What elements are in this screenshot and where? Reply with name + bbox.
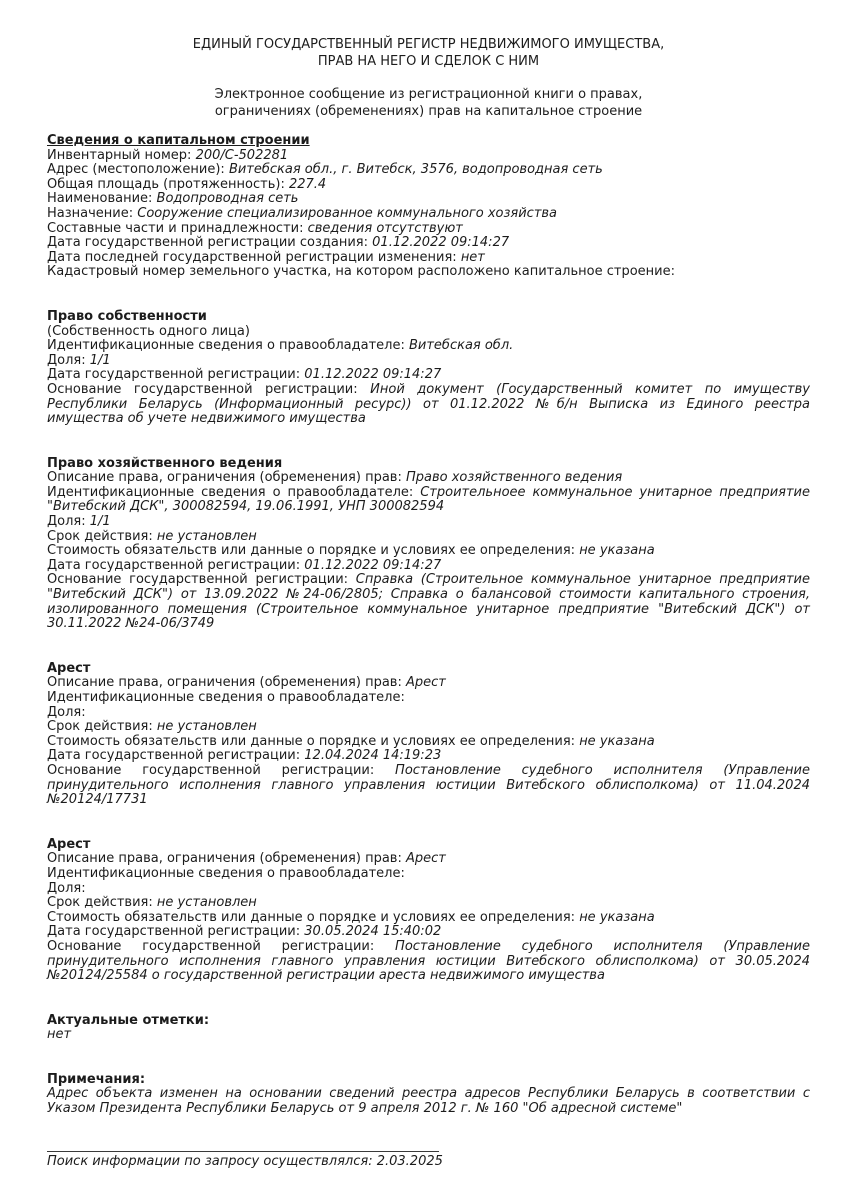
row-marks-value <box>47 1028 810 1043</box>
row-address <box>47 163 810 178</box>
field-label: Основание государственной регистрации: <box>47 572 349 588</box>
field-label: Стоимость обязательств или данные о порядке и условиях ее определения: <box>47 909 576 925</box>
field-label: Основание государственной регистрации: <box>47 762 375 778</box>
section-arrest-1 <box>47 662 810 808</box>
row-rightholder <box>47 867 810 882</box>
document-title-line2: ПРАВ НА НЕГО И СДЕЛОК С НИМ <box>317 54 540 69</box>
section-ownership-heading: Право собственности <box>47 308 207 324</box>
row-reg-basis <box>47 764 810 808</box>
row-reg-basis <box>47 940 810 984</box>
field-value: 1/1 <box>89 514 111 530</box>
field-label: Назначение: <box>47 205 134 221</box>
row-rightholder <box>47 486 810 515</box>
section-notes-heading: Примечания: <box>47 1071 146 1087</box>
section-ownership-right <box>47 310 810 427</box>
section-building-info <box>47 134 810 280</box>
document-subtitle-line2: ограничениях (обременениях) прав на капитальное строение <box>214 104 643 119</box>
field-value: Справка (Строительное коммунальное унитарное предприятие "Витебский ДСК") от 13.09.2022 №24-06/2805; Справка о балансовой стоимости капитального строения, изолированного помещения (Строительное коммунальное унитарное предприятие "Витебский ДСК") от 30.11.2022 №24-06/3749 <box>47 572 810 632</box>
field-label: Дата государственной регистрации: <box>47 748 301 764</box>
row-creation-reg-date <box>47 236 810 251</box>
field-value: сведения отсутствуют <box>307 220 463 236</box>
row-obligation-value <box>47 544 810 559</box>
field-value: не установлен <box>156 719 257 735</box>
field-value: Иной документ (Государственный комитет по имуществу Республики Беларусь (Информационный ресурс)) от 01.12.2022 №б/н Выписка из Единого реестра имущества об учете недвижимого имущества <box>47 381 810 427</box>
section-economic-management-right <box>47 457 810 632</box>
field-value: Адрес объекта изменен на основании сведений реестра адресов Республики Беларусь в соответствии с Указом Президента Республики Беларусь от 9 апреля 2012 г. № 160 "Об адресной системе" <box>47 1086 810 1117</box>
field-value: Право хозяйственного ведения <box>405 470 623 486</box>
field-value: 30.05.2024 15:40:02 <box>304 924 442 940</box>
row-obligation-value <box>47 735 810 750</box>
field-label: Инвентарный номер: <box>47 147 192 163</box>
field-value: Арест <box>405 675 446 691</box>
row-validity-period <box>47 896 810 911</box>
field-value: 1/1 <box>89 352 111 368</box>
row-reg-date <box>47 559 810 574</box>
row-share <box>47 354 810 369</box>
field-value: Витебская обл., г. Витебск, 3576, водопроводная сеть <box>228 162 603 178</box>
field-value: 12.04.2024 14:19:23 <box>304 748 442 764</box>
field-label: Составные части и принадлежности: <box>47 220 304 236</box>
footer-divider <box>47 1151 439 1152</box>
row-right-description <box>47 852 810 867</box>
row-name <box>47 192 810 207</box>
row-purpose <box>47 207 810 222</box>
field-label: Основание государственной регистрации: <box>47 938 375 954</box>
field-value: Арест <box>405 851 446 867</box>
field-label: Срок действия: <box>47 719 153 735</box>
field-label: Идентификационные сведения о правообладателе: <box>47 690 405 705</box>
footer-search-info <box>47 1155 810 1170</box>
row-ownership-type <box>47 325 810 340</box>
field-label: Стоимость обязательств или данные о порядке и условиях ее определения: <box>47 733 576 749</box>
field-label: Срок действия: <box>47 895 153 911</box>
section-arrest2-heading: Арест <box>47 836 91 852</box>
field-label: Дата государственной регистрации: <box>47 557 301 573</box>
row-validity-period <box>47 720 810 735</box>
field-value: 01.12.2022 09:14:27 <box>304 557 442 573</box>
document-subtitle-line1: Электронное сообщение из регистрационной книги о правах, <box>214 87 643 102</box>
row-cadastral-number <box>47 265 810 280</box>
field-label: Срок действия: <box>47 528 153 544</box>
field-label: Адрес (местоположение): <box>47 162 225 178</box>
field-value: Постановление судебного исполнителя (Управление принудительного исполнения главного управления юстиции Витебского облисполкома) от 11.04.2024 №20124/17731 <box>47 762 810 808</box>
field-label: Идентификационные сведения о правообладателе: <box>47 865 405 881</box>
field-value: не указана <box>579 543 655 559</box>
field-value: Постановление судебного исполнителя (Управление принудительного исполнения главного управления юстиции Витебского облисполкома) от 30.05.2024 №20124/25584 о государственной регистрации ареста недвижимого имущества <box>47 938 810 984</box>
field-value: не указана <box>579 733 655 749</box>
row-validity-period <box>47 530 810 545</box>
document-title <box>47 36 810 70</box>
field-label: (Собственность одного лица) <box>47 323 250 339</box>
field-label: Доля: <box>47 704 86 720</box>
row-components <box>47 222 810 237</box>
document-subtitle <box>47 86 810 120</box>
field-label: Описание права, ограничения (обременения) прав: <box>47 851 402 867</box>
field-value: не установлен <box>156 895 257 911</box>
section-arrest1-heading: Арест <box>47 660 91 676</box>
row-share <box>47 515 810 530</box>
section-building-heading: Сведения о капитальном строении <box>47 133 310 148</box>
row-last-change-reg-date <box>47 251 810 266</box>
field-value: нет <box>47 1027 72 1043</box>
field-label: Дата государственной регистрации: <box>47 924 301 940</box>
field-label: Идентификационные сведения о правообладателе: <box>47 338 405 354</box>
field-value: 01.12.2022 09:14:27 <box>372 235 510 251</box>
field-value: 01.12.2022 09:14:27 <box>304 367 442 383</box>
field-label: Стоимость обязательств или данные о порядке и условиях ее определения: <box>47 543 576 559</box>
row-share <box>47 706 810 721</box>
row-reg-date <box>47 749 810 764</box>
field-value: нет <box>460 249 485 265</box>
field-value: 200/С-502281 <box>195 147 289 163</box>
row-reg-date <box>47 368 810 383</box>
row-reg-date <box>47 925 810 940</box>
row-reg-basis <box>47 573 810 631</box>
row-right-description <box>47 471 810 486</box>
field-value: Сооружение специализированное коммунального хозяйства <box>137 205 558 221</box>
document-footer <box>47 1151 810 1170</box>
section-management-heading: Право хозяйственного ведения <box>47 455 283 471</box>
field-value: не указана <box>579 909 655 925</box>
row-inventory-number <box>47 149 810 164</box>
footer-label: Поиск информации по запросу осуществлялся: <box>47 1153 373 1169</box>
field-value: не установлен <box>156 528 257 544</box>
section-marks-heading: Актуальные отметки: <box>47 1012 210 1028</box>
field-label: Наименование: <box>47 191 153 207</box>
field-label: Дата последней государственной регистрации изменения: <box>47 249 457 265</box>
section-current-marks <box>47 1014 810 1043</box>
row-reg-basis <box>47 383 810 427</box>
document-title-line1: ЕДИНЫЙ ГОСУДАРСТВЕННЫЙ РЕГИСТР НЕДВИЖИМОГО ИМУЩЕСТВА, <box>192 37 665 52</box>
field-label: Доля: <box>47 880 86 896</box>
row-rightholder <box>47 691 810 706</box>
field-label: Общая площадь (протяженность): <box>47 176 285 192</box>
row-rightholder <box>47 339 810 354</box>
field-value: 227.4 <box>288 176 327 192</box>
footer-date: 2.03.2025 <box>376 1153 443 1169</box>
row-notes-value <box>47 1087 810 1116</box>
field-value: Водопроводная сеть <box>156 191 299 207</box>
field-label: Основание государственной регистрации: <box>47 381 358 397</box>
row-share <box>47 882 810 897</box>
section-arrest-2 <box>47 838 810 984</box>
field-value: Витебская обл. <box>408 338 514 354</box>
row-obligation-value <box>47 911 810 926</box>
field-label: Идентификационные сведения о правообладателе: <box>47 484 414 500</box>
field-label: Кадастровый номер земельного участка, на котором расположено капитальное строение: <box>47 264 675 280</box>
field-label: Описание права, ограничения (обременения) прав: <box>47 470 402 486</box>
row-right-description <box>47 676 810 691</box>
field-label: Доля: <box>47 514 86 530</box>
row-total-area <box>47 178 810 193</box>
field-value: Строительноее коммунальное унитарное предприятие "Витебский ДСК", 300082594, 19.06.1991, УНП 300082594 <box>47 484 810 515</box>
section-notes <box>47 1073 810 1117</box>
field-label: Доля: <box>47 352 86 368</box>
field-label: Дата государственной регистрации создания: <box>47 235 369 251</box>
field-label: Дата государственной регистрации: <box>47 367 301 383</box>
field-label: Описание права, ограничения (обременения) прав: <box>47 675 402 691</box>
